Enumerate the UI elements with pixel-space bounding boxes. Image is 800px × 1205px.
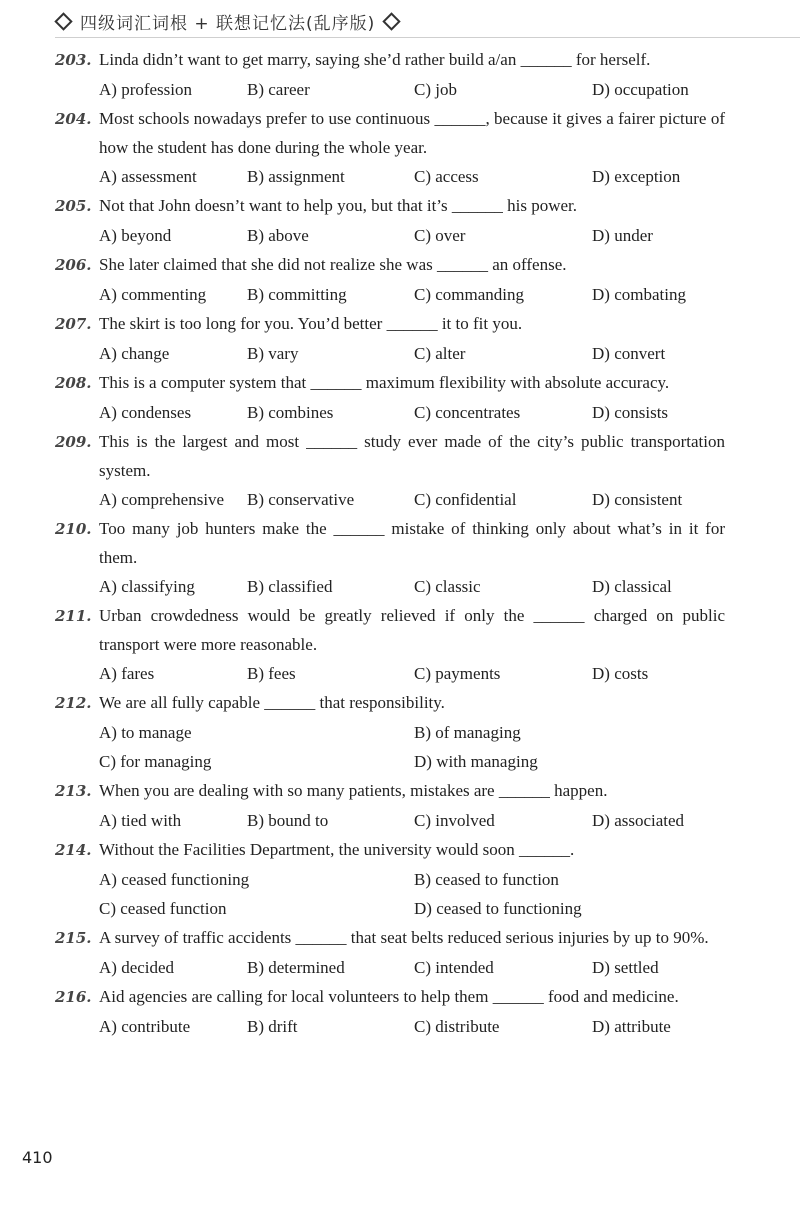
question-number: 206. (55, 256, 92, 274)
question-number: 210. (55, 520, 92, 538)
option-c: C) intended (414, 958, 494, 977)
question-number: 203. (55, 51, 92, 69)
question-203 (55, 45, 725, 104)
option-a: A) assessment (99, 167, 197, 186)
question-stem: Too many job hunters make the ______ mistake of thinking only about what’s in it for them. (99, 519, 725, 567)
question-stem: A survey of traffic accidents ______ that seat belts reduced serious injuries by up to 90%. (99, 928, 709, 947)
option-a: A) change (99, 344, 170, 363)
options (55, 718, 725, 776)
diamond-icon (383, 12, 401, 30)
question-215 (55, 923, 725, 982)
question-number: 205. (55, 197, 92, 215)
question-stem: Aid agencies are calling for local volunteers to help them ______ food and medicine. (99, 987, 679, 1006)
question-stem: Without the Facilities Department, the university would soon ______. (99, 840, 575, 859)
question-214 (55, 835, 725, 923)
option-b: B) classified (247, 577, 333, 596)
option-b: B) conservative (247, 490, 355, 509)
option-b: B) ceased to function (414, 870, 559, 889)
question-209 (55, 427, 725, 514)
options (55, 339, 725, 368)
question-207 (55, 309, 725, 368)
option-a: A) to manage (99, 723, 192, 742)
options (55, 398, 725, 427)
options (55, 659, 725, 688)
option-d: D) settled (592, 958, 659, 977)
option-d: D) costs (592, 664, 649, 683)
question-stem: Linda didn’t want to get marry, saying she’d rather build a/an ______ for herself. (99, 50, 651, 69)
page-header (55, 6, 408, 36)
question-stem: When you are dealing with so many patients, mistakes are ______ happen. (99, 781, 608, 800)
option-c: C) commanding (414, 285, 525, 304)
question-number: 216. (55, 988, 92, 1006)
question-number: 212. (55, 694, 92, 712)
options (55, 280, 725, 309)
option-b: B) fees (247, 664, 296, 683)
question-stem: Not that John doesn’t want to help you, but that it’s ______ his power. (99, 196, 578, 215)
question-208 (55, 368, 725, 427)
header-divider (55, 37, 800, 38)
option-b: B) vary (247, 344, 299, 363)
options (55, 806, 725, 835)
options (55, 485, 725, 514)
option-c: C) over (414, 226, 466, 245)
question-number: 213. (55, 782, 92, 800)
question-number: 208. (55, 374, 92, 392)
options (55, 572, 725, 601)
option-c: C) alter (414, 344, 466, 363)
option-d: D) ceased to functioning (414, 899, 582, 918)
question-stem: Urban crowdedness would be greatly relieved if only the ______ charged on public transport were more reasonable. (99, 606, 725, 654)
option-d: D) classical (592, 577, 672, 596)
option-a: A) fares (99, 664, 155, 683)
question-205 (55, 191, 725, 250)
question-number: 211. (55, 607, 92, 625)
options (55, 162, 725, 191)
option-d: D) convert (592, 344, 666, 363)
options (55, 953, 725, 982)
diamond-icon (54, 12, 72, 30)
option-c: C) distribute (414, 1017, 500, 1036)
option-a: A) contribute (99, 1017, 191, 1036)
options (55, 865, 725, 923)
option-d: D) exception (592, 167, 681, 186)
question-stem: The skirt is too long for you. You’d better ______ it to fit you. (99, 314, 523, 333)
option-a: A) tied with (99, 811, 182, 830)
question-stem: Most schools nowadays prefer to use continuous ______, because it gives a fairer picture of how the student has done during the whole year. (99, 109, 725, 157)
question-number: 207. (55, 315, 92, 333)
option-a: A) decided (99, 958, 175, 977)
question-211 (55, 601, 725, 688)
question-206 (55, 250, 725, 309)
option-b: B) drift (247, 1017, 298, 1036)
option-d: D) consists (592, 403, 669, 422)
question-number: 204. (55, 110, 92, 128)
options (55, 221, 725, 250)
question-number: 214. (55, 841, 92, 859)
question-stem: This is a computer system that ______ maximum flexibility with absolute accuracy. (99, 373, 670, 392)
option-c: C) confidential (414, 490, 517, 509)
option-a: A) profession (99, 80, 193, 99)
option-a: A) ceased functioning (99, 870, 250, 889)
question-stem: We are all fully capable ______ that responsibility. (99, 693, 445, 712)
question-number: 209. (55, 433, 92, 451)
option-c: C) payments (414, 664, 501, 683)
question-number: 215. (55, 929, 92, 947)
question-216 (55, 982, 725, 1041)
option-c: C) classic (414, 577, 481, 596)
question-213 (55, 776, 725, 835)
option-a: A) commenting (99, 285, 207, 304)
option-b: B) committing (247, 285, 347, 304)
option-c: C) access (414, 167, 479, 186)
option-d: D) associated (592, 811, 685, 830)
options (55, 75, 725, 104)
option-b: B) combines (247, 403, 334, 422)
question-stem: She later claimed that she did not realize she was ______ an offense. (99, 255, 567, 274)
question-204 (55, 104, 725, 191)
option-b: B) career (247, 80, 310, 99)
option-d: D) occupation (592, 80, 689, 99)
option-a: A) beyond (99, 226, 172, 245)
option-c: C) involved (414, 811, 495, 830)
question-210 (55, 514, 725, 601)
question-list (55, 45, 725, 1041)
option-c: C) job (414, 80, 457, 99)
option-a: A) condenses (99, 403, 192, 422)
option-d: D) consistent (592, 490, 683, 509)
option-b: B) above (247, 226, 309, 245)
question-stem: This is the largest and most ______ study ever made of the city’s public transportation system. (99, 432, 725, 480)
option-d: D) attribute (592, 1017, 671, 1036)
option-b: B) determined (247, 958, 345, 977)
option-b: B) bound to (247, 811, 329, 830)
header-title: 四级词汇词根 + 联想记忆法(乱序版) (80, 13, 376, 34)
option-d: D) with managing (414, 752, 538, 771)
options (55, 1012, 725, 1041)
option-b: B) assignment (247, 167, 345, 186)
page-number: 410 (22, 1148, 53, 1167)
option-c: C) for managing (99, 752, 212, 771)
option-d: D) under (592, 226, 653, 245)
question-212 (55, 688, 725, 776)
option-d: D) combating (592, 285, 686, 304)
option-a: A) classifying (99, 577, 195, 596)
option-a: A) comprehensive (99, 490, 225, 509)
option-c: C) ceased function (99, 899, 227, 918)
option-b: B) of managing (414, 723, 521, 742)
option-c: C) concentrates (414, 403, 521, 422)
